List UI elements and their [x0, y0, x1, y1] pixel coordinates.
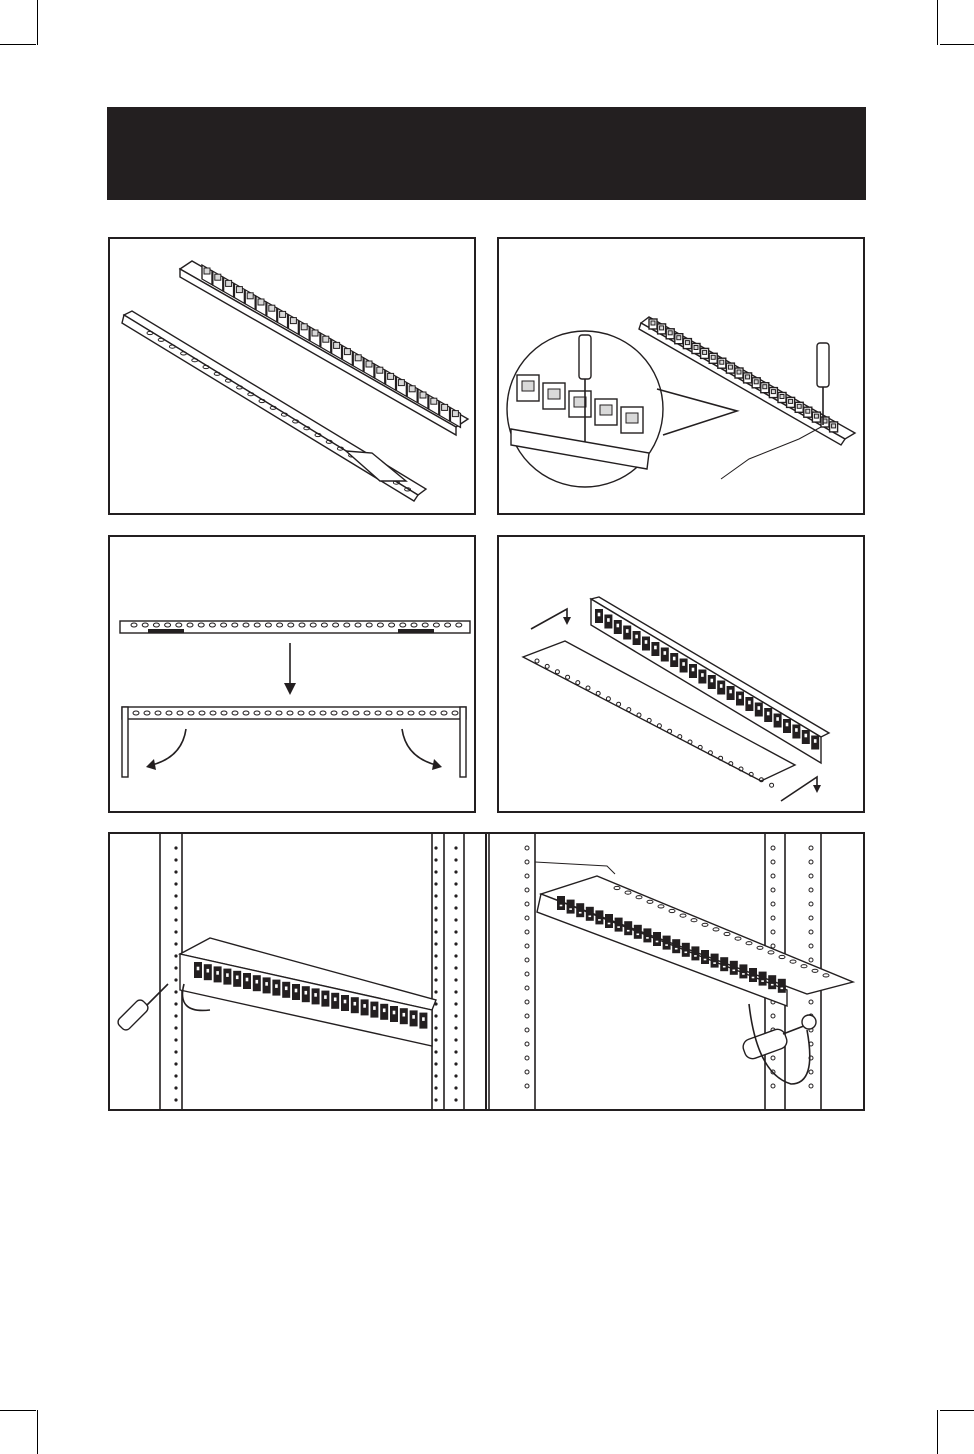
crop-mark-top-left-h [0, 44, 36, 45]
step-1-illustration [108, 237, 476, 515]
rack-rail-left [525, 834, 535, 1109]
insert-arrow-right-icon [781, 777, 821, 801]
crop-mark-bottom-right-h [940, 1410, 974, 1411]
crop-mark-top-left-v [37, 0, 38, 45]
screwdriver-icon [741, 1024, 809, 1061]
rack-mount-drawing [110, 834, 486, 1109]
grounding-drawing [499, 239, 863, 513]
curved-arrow-right-icon [402, 729, 442, 770]
attach-bar-drawing [499, 537, 863, 811]
crop-mark-bottom-left-h [0, 1410, 36, 1411]
patch-panel [180, 938, 436, 1046]
step-6-illustration [485, 832, 865, 1111]
support-bar-bent [122, 707, 466, 777]
ground-screw [802, 1015, 816, 1029]
header-bar [107, 107, 866, 200]
step-2-illustration [497, 237, 865, 515]
bend-bar-drawing [110, 537, 474, 811]
curved-arrow-left-icon [146, 729, 186, 770]
crop-mark-bottom-left-v [37, 1410, 38, 1454]
step-4-illustration [497, 535, 865, 813]
rack-rail-left [160, 834, 182, 1109]
patch-panel [537, 876, 853, 1006]
patch-panel-and-bar-drawing [110, 239, 474, 513]
patch-panel [180, 261, 468, 435]
insert-arrow-left-icon [531, 609, 571, 629]
support-bar-flat [120, 621, 470, 633]
crop-mark-bottom-right-v [937, 1410, 938, 1454]
step-3-illustration [108, 535, 476, 813]
crop-mark-top-right-v [937, 0, 938, 45]
crop-mark-top-right-h [940, 44, 974, 45]
ground-to-rack-drawing [487, 834, 863, 1109]
support-bar [122, 311, 426, 501]
rack-rail-right [432, 834, 464, 1109]
down-arrow-icon [284, 643, 296, 695]
ground-wire [721, 427, 821, 479]
step-5-illustration [108, 832, 488, 1111]
